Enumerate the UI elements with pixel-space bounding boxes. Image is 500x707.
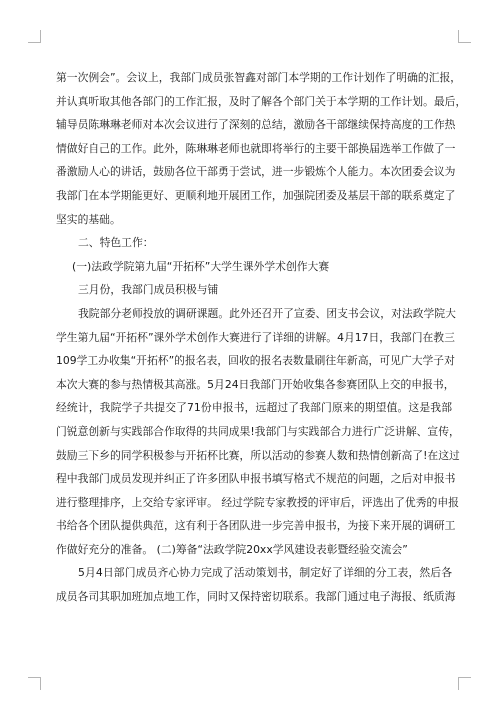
body-line: 情做好自己的工作。此外，陈琳琳老师也就即将举行的主要干部换届选举工作做了一 bbox=[56, 141, 456, 155]
body-line: 番激励人心的讲话，鼓励各位干部勇于尝试，进一步锻炼个人能力。本次团委会议为 bbox=[56, 165, 456, 179]
body-line: 并认真听取其他各部门的工作汇报，及时了解各个部门关于本学期的工作计划。最后， bbox=[56, 94, 467, 108]
body-line: 三月份，我部门成员积极与铺 bbox=[78, 283, 219, 297]
body-line: 门锐意创新与实践部合作取得的共同成果!我部门与实践部合力进行广泛讲解、宣传， bbox=[56, 424, 460, 438]
body-line: 坚实的基础。 bbox=[56, 212, 121, 226]
crop-mark-bottom-left bbox=[28, 677, 41, 690]
body-line: 作做好充分的准备。 (二)筹备“法政学院20xx学风建设表彰暨经验交流会” bbox=[56, 542, 408, 556]
body-line: 我部门在本学期能更好、更顺利地开展团工作，加强院团委及基层干部的联系奠定了 bbox=[56, 188, 456, 202]
body-line: 109学工办收集“开拓杯”的报名表，回收的报名表数量刷往年新高，可见广大学子对 bbox=[56, 354, 455, 368]
section-heading: 二、特色工作： bbox=[78, 236, 154, 250]
crop-mark-top-left bbox=[28, 30, 41, 43]
crop-mark-bottom-right bbox=[458, 677, 471, 690]
body-line: 我院部分老师投放的调研课题。此外还召开了宣委、团支书会议，对法政学院大 bbox=[78, 306, 456, 320]
body-line: 经统计，我院学子共提交了71份申报书，远超过了我部门原来的期望值。这是我部 bbox=[56, 401, 452, 415]
body-line: 第一次例会”。会议上，我部门成员张智鑫对部门本学期的工作计划作了明确的汇报， bbox=[56, 71, 462, 84]
body-line: 进行整理排序，上交给专家评审。 经过学院专家教授的评审后，评选出了优秀的申报 bbox=[56, 495, 459, 509]
body-line: 程中我部门成员发现并纠正了许多团队申报书填写格式不规范的问题，之后对申报书 bbox=[56, 472, 456, 486]
body-line: 5月4日部门成员齐心协力完成了活动策划书，制定好了详细的分工表，然后各 bbox=[78, 566, 452, 580]
body-line: 鼓励三下乡的同学积极参与开拓杯比赛，所以活动的参赛人数和热情创新高了!在这过 bbox=[56, 448, 460, 462]
body-line: 辅导员陈琳琳老师对本次会议进行了深刻的总结，激励各干部继续保持高度的工作热 bbox=[56, 118, 456, 132]
document-body bbox=[56, 66, 467, 609]
subsection-heading: (一)法政学院第九届“开拓杯”大学生课外学术创作大赛 bbox=[72, 259, 330, 273]
body-line: 成员各司其职加班加点地工作，同时又保持密切联系。我部门通过电子海报、纸质海 bbox=[56, 590, 456, 604]
body-line: 书给各个团队提供典范，这有利于各团队进一步完善申报书，为接下来开展的调研工 bbox=[56, 519, 456, 533]
body-line: 学生第九届“开拓杯”课外学术创作大赛进行了详细的讲解。4月17日，我部门在教三 bbox=[56, 330, 455, 344]
crop-mark-top-right bbox=[458, 30, 471, 43]
body-line: 本次大赛的参与热情极其高涨。5月24日我部门开始收集各参赛团队上交的申报书， bbox=[56, 377, 455, 391]
